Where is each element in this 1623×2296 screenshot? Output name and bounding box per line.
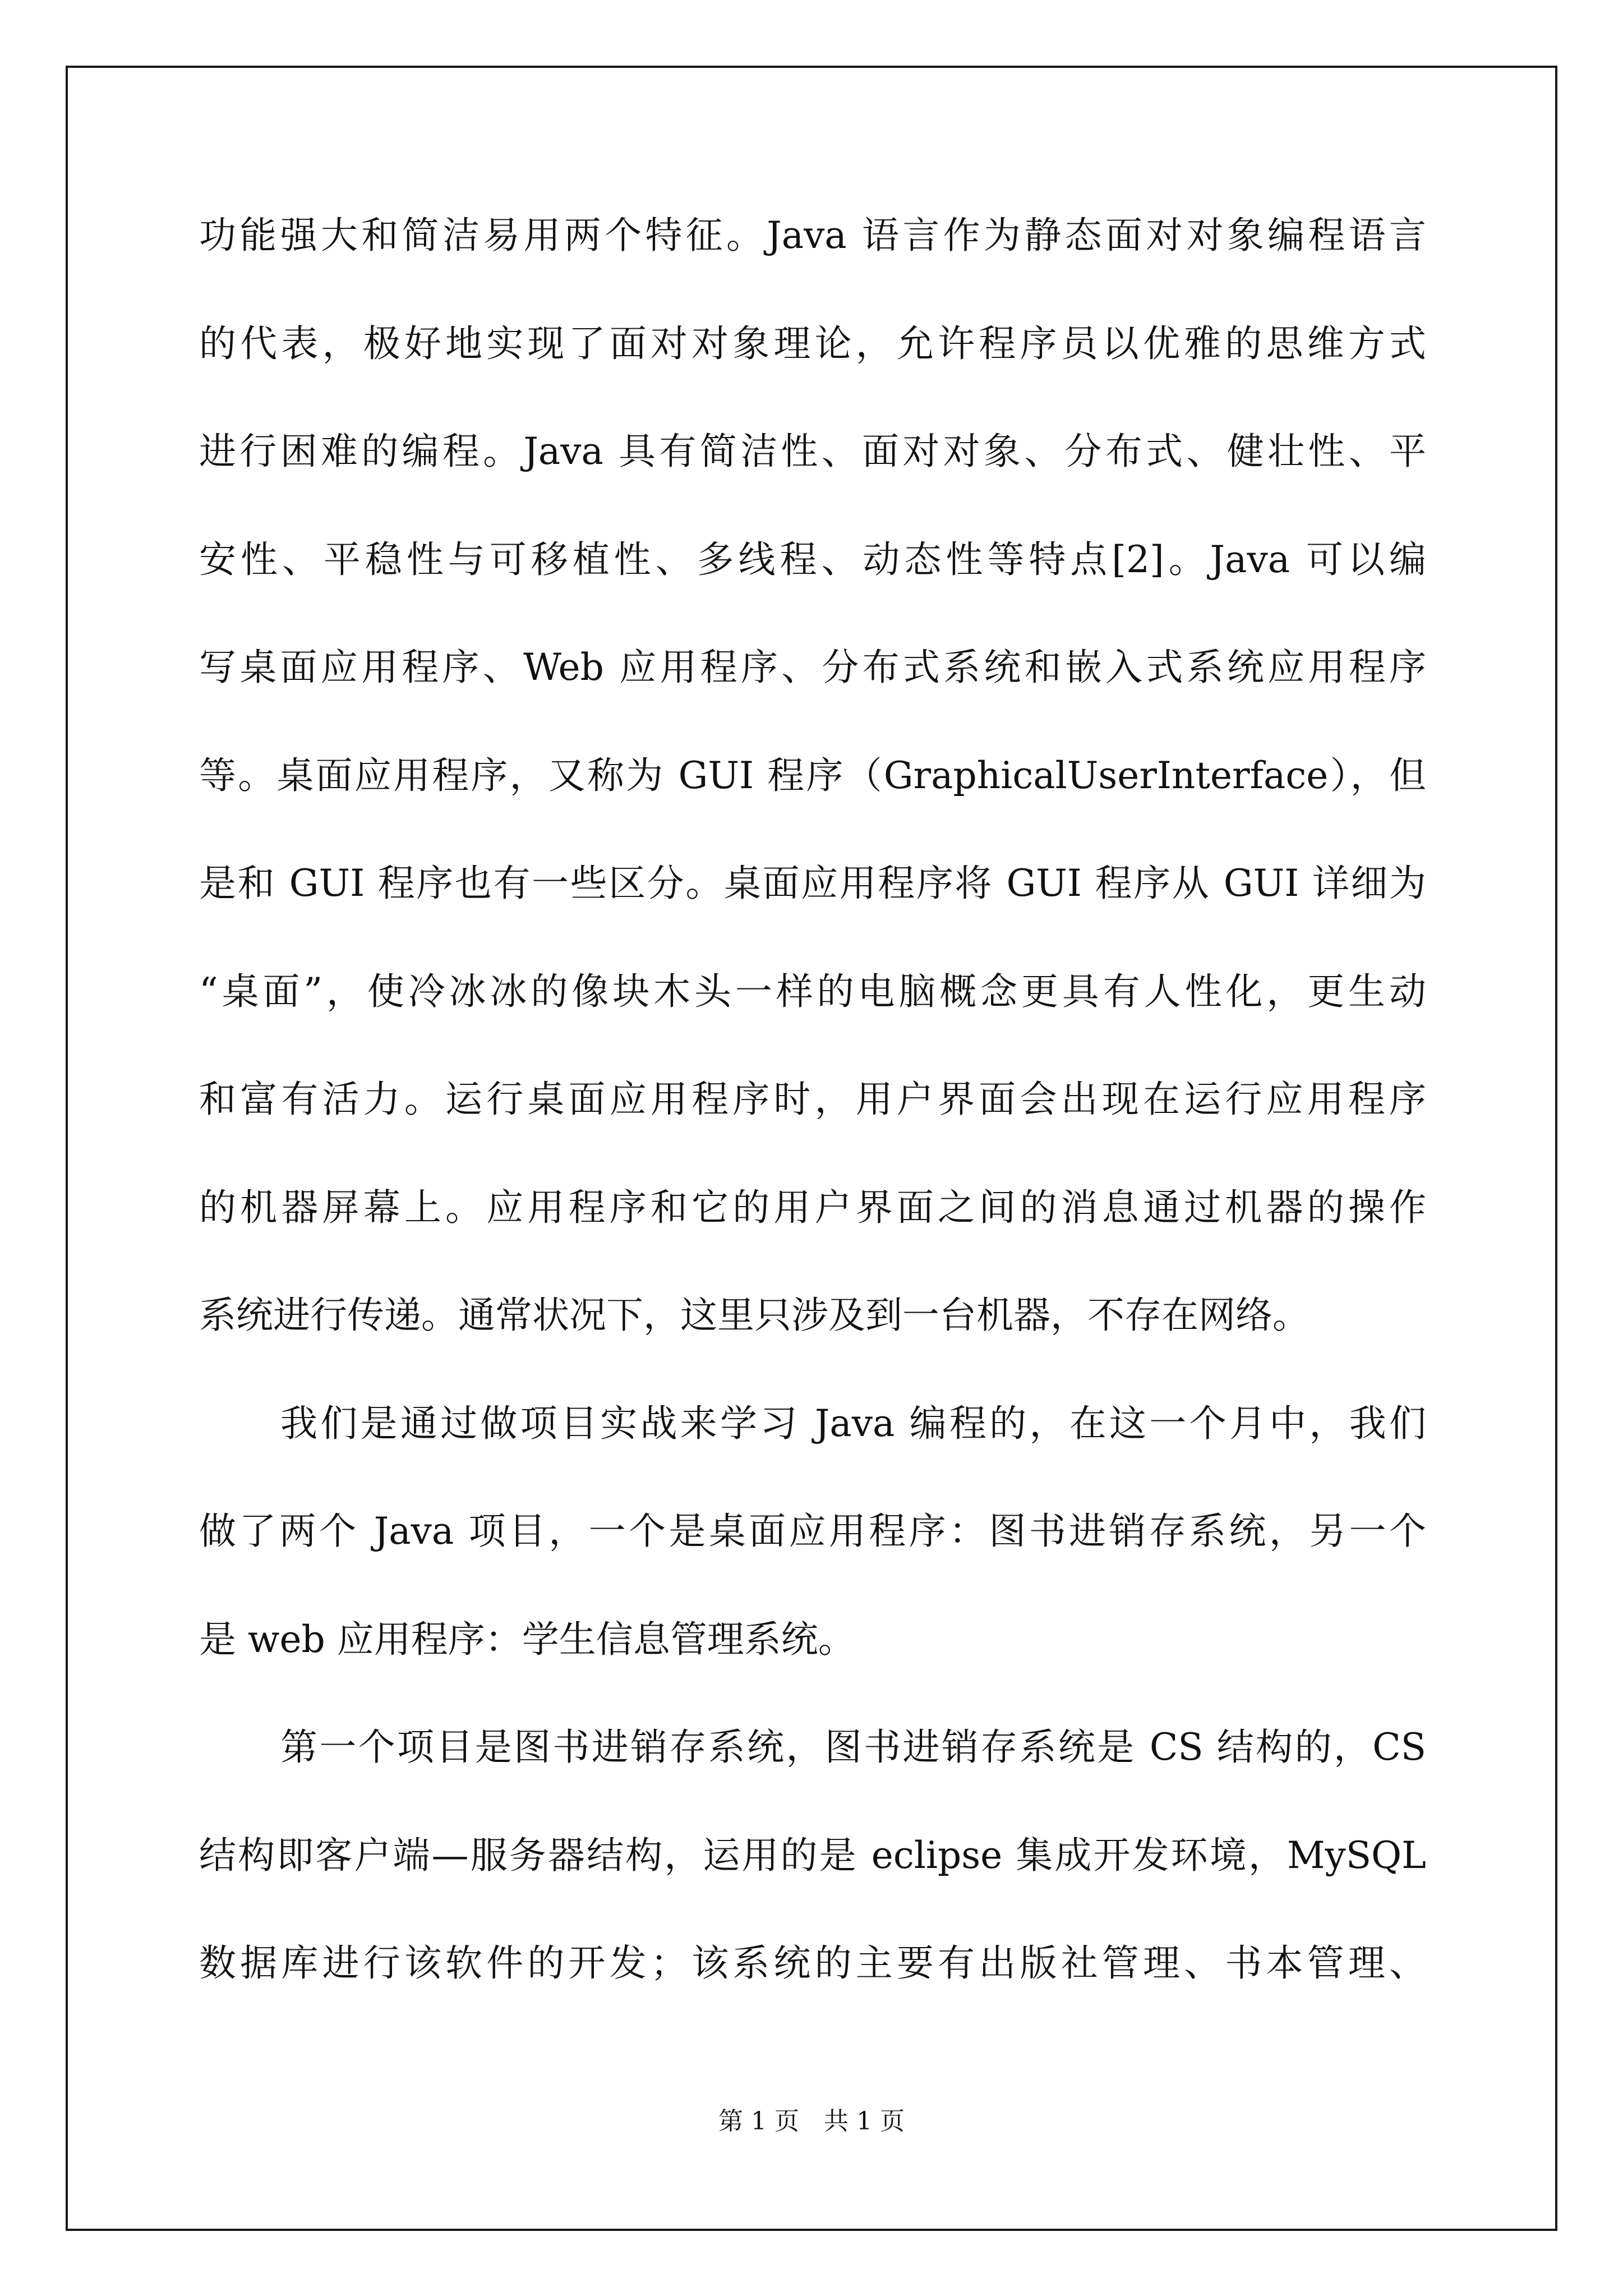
- text-line: 安性、平稳性与可移植性、多线程、动态性等特点[2]。Java 可以编: [199, 537, 1426, 581]
- text-line: 进行困难的编程。Java 具有简洁性、面对对象、分布式、健壮性、平: [199, 430, 1426, 473]
- text-line: 的机器屏幕上。应用程序和它的用户界面之间的消息通过机器的操作: [199, 1185, 1426, 1229]
- text-line: 数据库进行该软件的开发；该系统的主要有出版社管理、书本管理、: [199, 1941, 1426, 1985]
- text-line: 写桌面应用程序、Web 应用程序、分布式系统和嵌入式系统应用程序: [199, 646, 1426, 689]
- text-line: 功能强大和简洁易用两个特征。Java 语言作为静态面对对象编程语言: [199, 214, 1426, 257]
- text-line: 是和 GUI 程序也有一些区分。桌面应用程序将 GUI 程序从 GUI 详细为: [199, 862, 1426, 905]
- text-line: 等。桌面应用程序，又称为 GUI 程序（GraphicalUserInterface），但: [199, 753, 1426, 797]
- document-body: [199, 202, 1426, 2038]
- text-line: 第一个项目是图书进销存系统，图书进销存系统是 CS 结构的，CS: [280, 1726, 1426, 1769]
- text-line: 的代表，极好地实现了面对对象理论，允许程序员以优雅的思维方式: [199, 321, 1426, 365]
- text-line: 和富有活力。运行桌面应用程序时，用户界面会出现在运行应用程序: [199, 1078, 1426, 1121]
- paragraph: [199, 1714, 1426, 2038]
- text-line: 是 web 应用程序：学生信息管理系统。: [199, 1617, 855, 1661]
- text-line: 做了两个 Java 项目，一个是桌面应用程序：图书进销存系统，另一个: [199, 1510, 1426, 1553]
- text-line: “桌面”，使冷冰冰的像块木头一样的电脑概念更具有人性化，更生动: [199, 969, 1426, 1013]
- paragraph: [199, 202, 1426, 1390]
- page-footer: 第 1 页 共 1 页: [718, 2107, 905, 2136]
- paragraph: [199, 1390, 1426, 1714]
- text-line: 我们是通过做项目实战来学习 Java 编程的，在这一个月中，我们: [280, 1401, 1426, 1445]
- text-line: 系统进行传递。通常状况下，这里只涉及到一台机器，不存在网络。: [199, 1294, 1310, 1337]
- text-line: 结构即客户端—服务器结构，运用的是 eclipse 集成开发环境，MySQL: [199, 1833, 1426, 1877]
